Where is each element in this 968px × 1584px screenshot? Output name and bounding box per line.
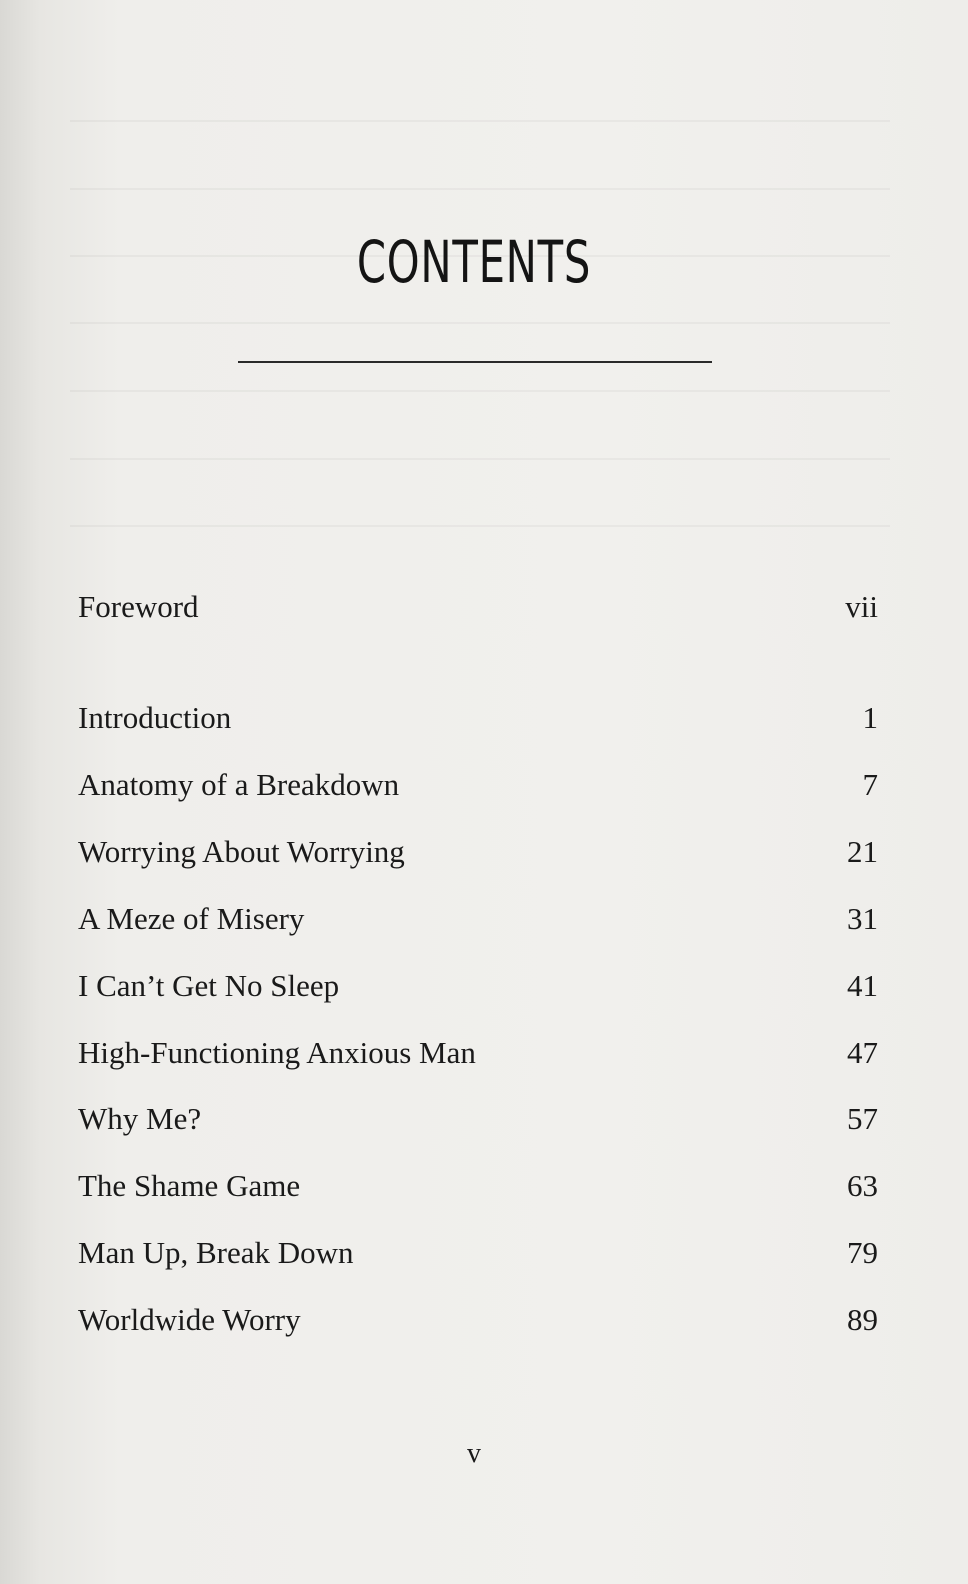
- toc-entry-title: Man Up, Break Down: [78, 1235, 354, 1270]
- show-through-line: [70, 525, 890, 527]
- toc-entry-title: Foreword: [78, 589, 199, 624]
- page-title: CONTENTS: [356, 228, 592, 296]
- toc-entry-page: 79: [847, 1235, 878, 1270]
- toc-entry[interactable]: [78, 763, 878, 807]
- toc-entry-page: 1: [862, 700, 878, 735]
- toc-entry[interactable]: [78, 964, 878, 1008]
- toc-entry-title: The Shame Game: [78, 1168, 301, 1203]
- toc-entry-title: I Can’t Get No Sleep: [78, 968, 340, 1003]
- show-through-line: [70, 322, 890, 324]
- toc-entry[interactable]: [78, 830, 878, 874]
- toc-entry[interactable]: [78, 585, 878, 629]
- show-through-line: [70, 188, 890, 190]
- toc-entry-title: Why Me?: [78, 1101, 202, 1136]
- toc-entry[interactable]: [78, 1298, 878, 1342]
- toc-entry[interactable]: [78, 897, 878, 941]
- toc-entry-page: 89: [847, 1302, 878, 1337]
- toc-entry-title: Anatomy of a Breakdown: [78, 767, 400, 802]
- toc-entry[interactable]: [78, 1031, 878, 1075]
- show-through-line: [70, 120, 890, 122]
- title-rule: [238, 361, 712, 363]
- toc-entry-page: 31: [847, 901, 878, 936]
- toc-entry[interactable]: [78, 1231, 878, 1275]
- show-through-line: [70, 458, 890, 460]
- toc-entry-page: vii: [845, 589, 878, 624]
- toc-entry-title: Worrying About Worrying: [78, 834, 405, 869]
- toc-entry-title: Worldwide Worry: [78, 1302, 301, 1337]
- toc-entry[interactable]: [78, 1097, 878, 1141]
- toc-entry-title: Introduction: [78, 700, 232, 735]
- toc-entry[interactable]: [78, 696, 878, 740]
- toc-entry-title: A Meze of Misery: [78, 901, 305, 936]
- toc-entry-page: 41: [847, 968, 878, 1003]
- toc-entry-title: High-Functioning Anxious Man: [78, 1035, 476, 1070]
- toc-entry-page: 21: [847, 834, 878, 869]
- page-number: v: [467, 1438, 481, 1469]
- toc-entry-page: 63: [847, 1168, 878, 1203]
- toc-entry-page: 7: [862, 767, 878, 802]
- show-through-line: [70, 390, 890, 392]
- toc-entry-page: 57: [847, 1101, 878, 1136]
- toc-entry-page: 47: [847, 1035, 878, 1070]
- toc-entry[interactable]: [78, 1164, 878, 1208]
